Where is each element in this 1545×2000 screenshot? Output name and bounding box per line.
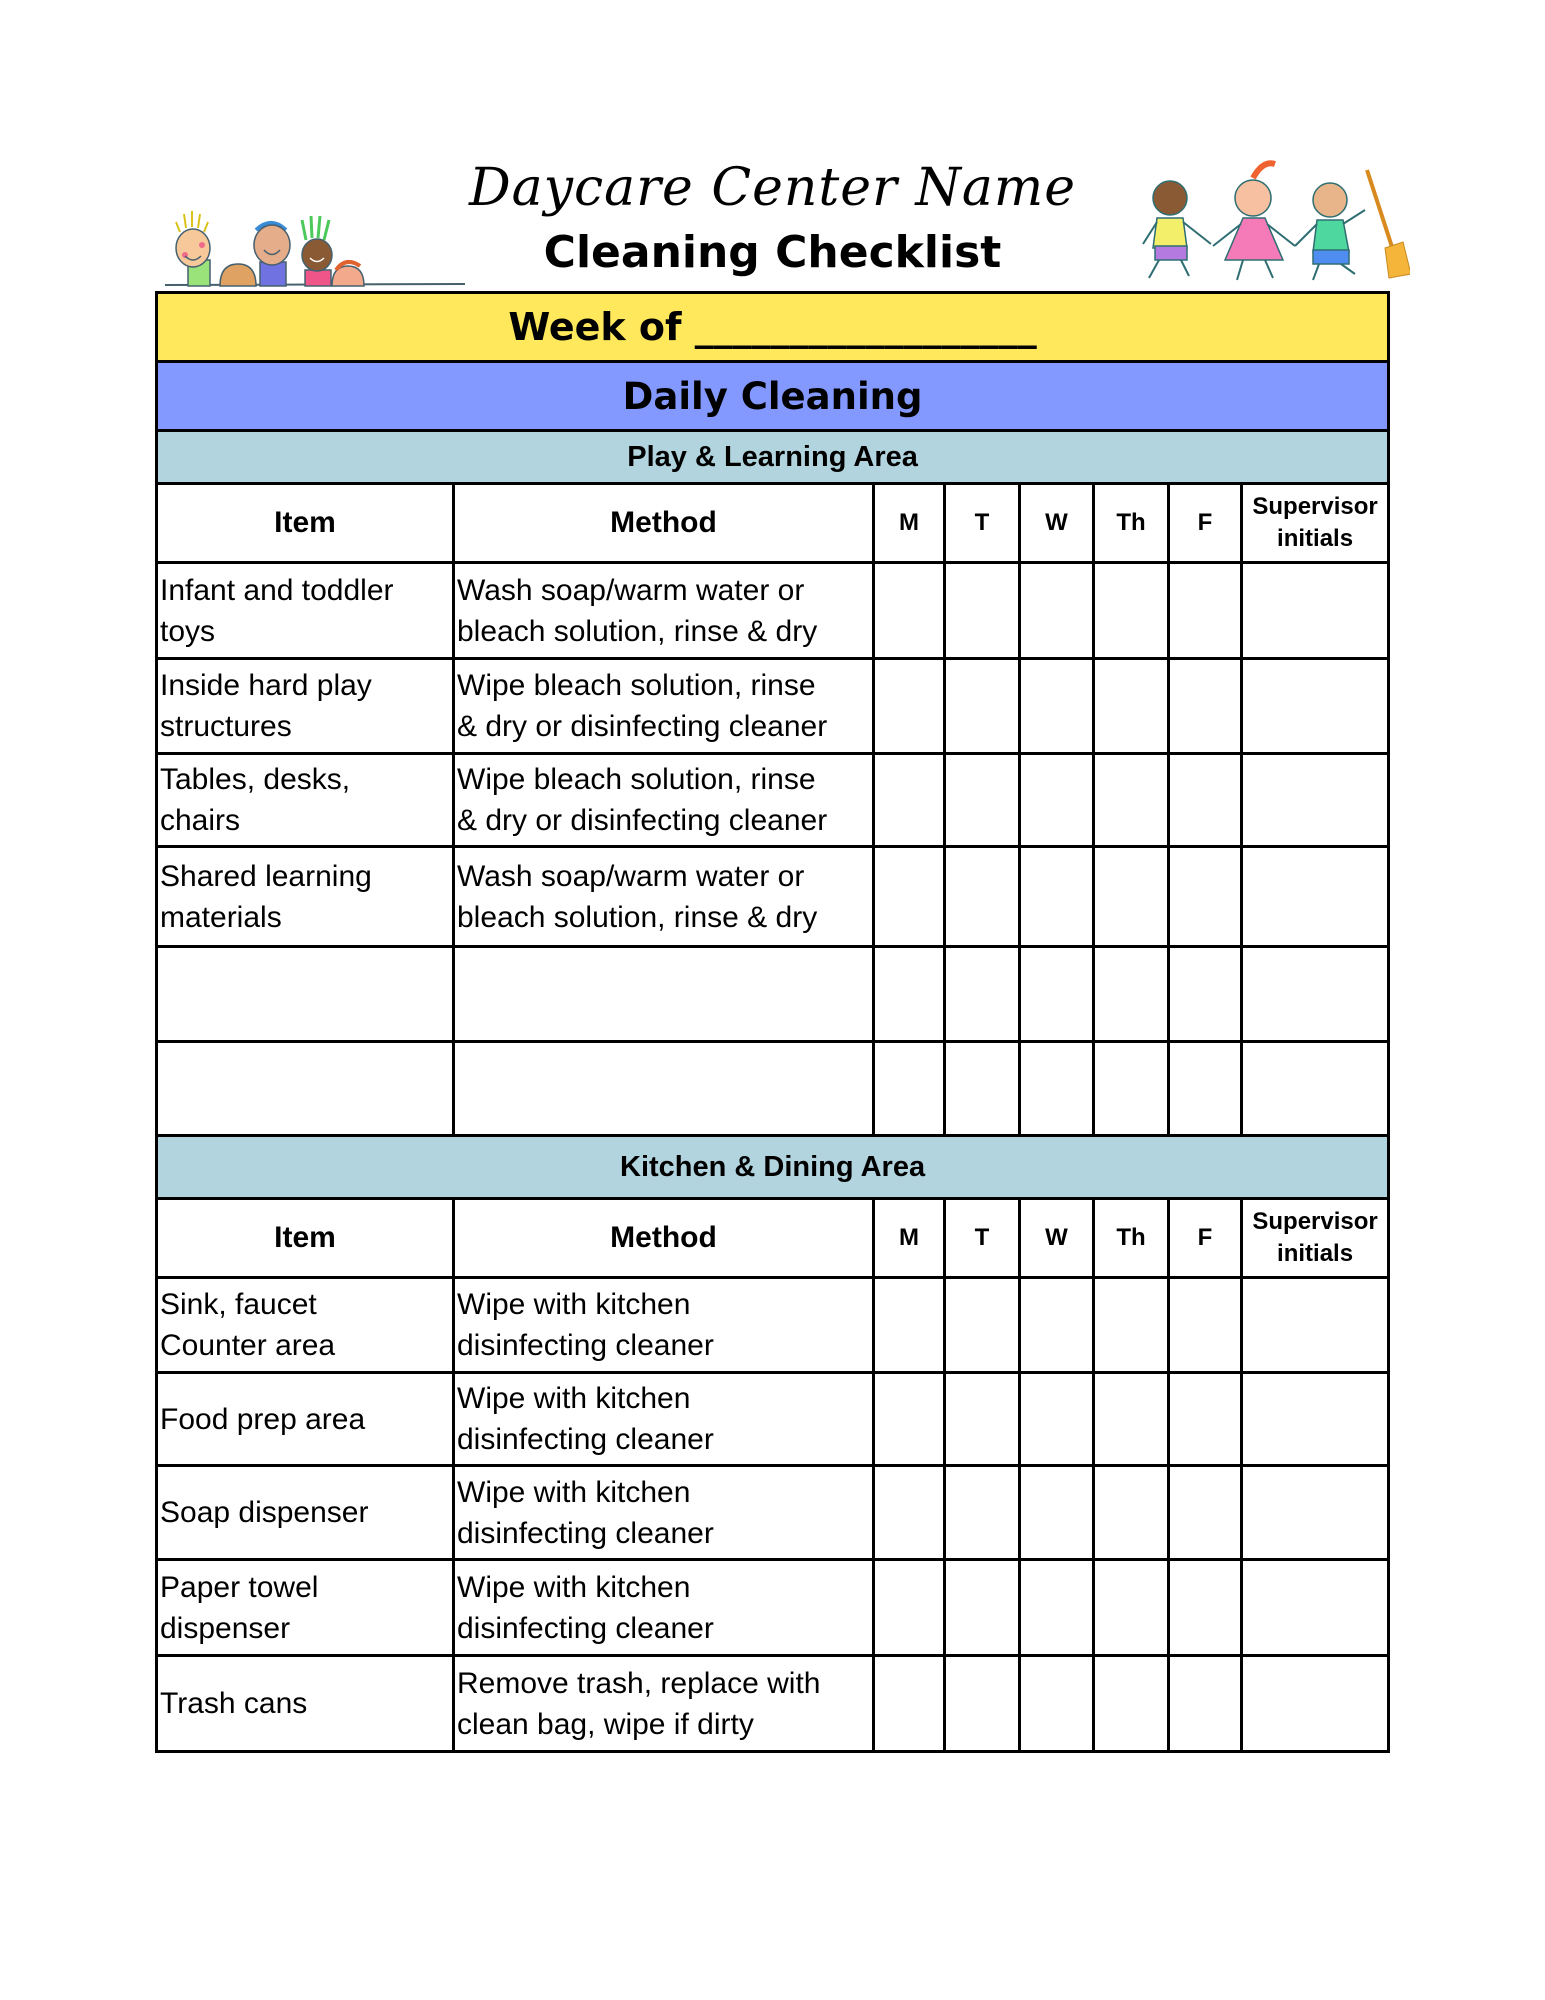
check-thursday[interactable]	[1094, 1466, 1169, 1560]
check-monday[interactable]	[874, 1373, 945, 1466]
column-header-monday: M	[874, 1199, 945, 1278]
table-row	[157, 659, 1389, 754]
item-cell: Tables, desks, chairs	[157, 754, 454, 847]
check-friday[interactable]	[1169, 1042, 1242, 1136]
column-header-method: Method	[454, 484, 874, 563]
check-monday[interactable]	[874, 947, 945, 1042]
check-wednesday[interactable]	[1020, 1656, 1094, 1752]
table-row	[157, 1466, 1389, 1560]
supervisor-initials-cell[interactable]	[1242, 947, 1389, 1042]
supervisor-initials-cell[interactable]	[1242, 659, 1389, 754]
check-wednesday[interactable]	[1020, 563, 1094, 659]
supervisor-label-line1: Supervisor	[1252, 1208, 1378, 1235]
item-cell: Soap dispenser	[157, 1466, 454, 1560]
column-header-supervisor	[1242, 1199, 1389, 1278]
column-header-thursday: Th	[1094, 484, 1169, 563]
column-header-tuesday: T	[945, 1199, 1020, 1278]
item-cell[interactable]	[157, 1042, 454, 1136]
check-tuesday[interactable]	[945, 847, 1020, 947]
table-row	[157, 754, 1389, 847]
check-friday[interactable]	[1169, 1278, 1242, 1373]
supervisor-initials-cell[interactable]	[1242, 1042, 1389, 1136]
check-friday[interactable]	[1169, 1373, 1242, 1466]
supervisor-label-line1: Supervisor	[1252, 493, 1378, 520]
check-friday[interactable]	[1169, 1656, 1242, 1752]
check-thursday[interactable]	[1094, 754, 1169, 847]
table-row	[157, 1560, 1389, 1656]
supervisor-label-line2: initials	[1277, 525, 1354, 552]
supervisor-initials-cell[interactable]	[1242, 1560, 1389, 1656]
column-header-friday: F	[1169, 1199, 1242, 1278]
check-wednesday[interactable]	[1020, 1042, 1094, 1136]
check-tuesday[interactable]	[945, 563, 1020, 659]
method-cell: Remove trash, replace with clean bag, wipe if dirty	[454, 1656, 874, 1752]
item-cell: Trash cans	[157, 1656, 454, 1752]
check-friday[interactable]	[1169, 659, 1242, 754]
table-row-blank	[157, 1042, 1389, 1136]
check-friday[interactable]	[1169, 754, 1242, 847]
check-wednesday[interactable]	[1020, 847, 1094, 947]
check-friday[interactable]	[1169, 1466, 1242, 1560]
daily-cleaning-heading: Daily Cleaning	[157, 362, 1389, 431]
method-cell: Wipe with kitchen disinfecting cleaner	[454, 1278, 874, 1373]
column-header-monday: M	[874, 484, 945, 563]
column-header-item: Item	[157, 484, 454, 563]
item-cell: Inside hard play structures	[157, 659, 454, 754]
table-row	[157, 847, 1389, 947]
supervisor-initials-cell[interactable]	[1242, 1656, 1389, 1752]
supervisor-initials-cell[interactable]	[1242, 1466, 1389, 1560]
column-header-item: Item	[157, 1199, 454, 1278]
check-tuesday[interactable]	[945, 1278, 1020, 1373]
method-cell[interactable]	[454, 947, 874, 1042]
method-cell: Wash soap/warm water or bleach solution, rinse & dry	[454, 563, 874, 659]
column-header-thursday: Th	[1094, 1199, 1169, 1278]
item-cell: Infant and toddler toys	[157, 563, 454, 659]
item-cell: Shared learning materials	[157, 847, 454, 947]
check-wednesday[interactable]	[1020, 754, 1094, 847]
column-header-tuesday: T	[945, 484, 1020, 563]
supervisor-initials-cell[interactable]	[1242, 1278, 1389, 1373]
check-monday[interactable]	[874, 1656, 945, 1752]
check-thursday[interactable]	[1094, 947, 1169, 1042]
check-tuesday[interactable]	[945, 1560, 1020, 1656]
section-heading-kitchen-dining: Kitchen & Dining Area	[157, 1136, 1389, 1199]
check-thursday[interactable]	[1094, 1656, 1169, 1752]
check-thursday[interactable]	[1094, 1042, 1169, 1136]
check-tuesday[interactable]	[945, 754, 1020, 847]
check-tuesday[interactable]	[945, 1466, 1020, 1560]
check-monday[interactable]	[874, 1278, 945, 1373]
table-row	[157, 1278, 1389, 1373]
week-row	[157, 293, 1389, 362]
supervisor-initials-cell[interactable]	[1242, 847, 1389, 947]
check-thursday[interactable]	[1094, 847, 1169, 947]
column-header-row	[157, 1199, 1389, 1278]
method-cell: Wipe with kitchen disinfecting cleaner	[454, 1466, 874, 1560]
check-friday[interactable]	[1169, 847, 1242, 947]
supervisor-label-line2: initials	[1277, 1240, 1354, 1267]
check-monday[interactable]	[874, 1042, 945, 1136]
section-heading-play-learning: Play & Learning Area	[157, 431, 1389, 484]
check-tuesday[interactable]	[945, 1042, 1020, 1136]
column-header-row	[157, 484, 1389, 563]
check-thursday[interactable]	[1094, 1560, 1169, 1656]
check-friday[interactable]	[1169, 947, 1242, 1042]
check-wednesday[interactable]	[1020, 947, 1094, 1042]
week-of-label: Week of __________________	[508, 305, 1037, 349]
item-cell: Paper towel dispenser	[157, 1560, 454, 1656]
page-title: Cleaning Checklist	[543, 227, 1002, 278]
column-header-supervisor	[1242, 484, 1389, 563]
method-cell: Wipe bleach solution, rinse & dry or disinfecting cleaner	[454, 754, 874, 847]
check-wednesday[interactable]	[1020, 659, 1094, 754]
item-cell: Sink, faucet Counter area	[157, 1278, 454, 1373]
supervisor-initials-cell[interactable]	[1242, 563, 1389, 659]
check-tuesday[interactable]	[945, 1373, 1020, 1466]
check-thursday[interactable]	[1094, 1278, 1169, 1373]
check-tuesday[interactable]	[945, 659, 1020, 754]
check-monday[interactable]	[874, 563, 945, 659]
table-row-blank	[157, 947, 1389, 1042]
table-row	[157, 1373, 1389, 1466]
center-name: Daycare Center Name	[468, 158, 1077, 218]
check-monday[interactable]	[874, 659, 945, 754]
check-thursday[interactable]	[1094, 563, 1169, 659]
item-cell[interactable]	[157, 947, 454, 1042]
check-monday[interactable]	[874, 1466, 945, 1560]
method-cell: Wash soap/warm water or bleach solution, rinse & dry	[454, 847, 874, 947]
cleaning-checklist-table	[155, 291, 1390, 1753]
column-header-wednesday: W	[1020, 1199, 1094, 1278]
check-wednesday[interactable]	[1020, 1466, 1094, 1560]
check-friday[interactable]	[1169, 1560, 1242, 1656]
check-wednesday[interactable]	[1020, 1278, 1094, 1373]
supervisor-initials-cell[interactable]	[1242, 1373, 1389, 1466]
check-monday[interactable]	[874, 847, 945, 947]
check-wednesday[interactable]	[1020, 1560, 1094, 1656]
method-cell: Wipe with kitchen disinfecting cleaner	[454, 1373, 874, 1466]
week-of-field[interactable]	[157, 293, 1389, 362]
daily-row	[157, 362, 1389, 431]
check-monday[interactable]	[874, 1560, 945, 1656]
check-tuesday[interactable]	[945, 947, 1020, 1042]
method-cell: Wipe bleach solution, rinse & dry or disinfecting cleaner	[454, 659, 874, 754]
check-thursday[interactable]	[1094, 1373, 1169, 1466]
method-cell[interactable]	[454, 1042, 874, 1136]
check-wednesday[interactable]	[1020, 1373, 1094, 1466]
column-header-wednesday: W	[1020, 484, 1094, 563]
column-header-method: Method	[454, 1199, 874, 1278]
check-monday[interactable]	[874, 754, 945, 847]
table-row	[157, 563, 1389, 659]
table-row	[157, 1656, 1389, 1752]
check-tuesday[interactable]	[945, 1656, 1020, 1752]
check-thursday[interactable]	[1094, 659, 1169, 754]
check-friday[interactable]	[1169, 563, 1242, 659]
supervisor-initials-cell[interactable]	[1242, 754, 1389, 847]
item-cell: Food prep area	[157, 1373, 454, 1466]
method-cell: Wipe with kitchen disinfecting cleaner	[454, 1560, 874, 1656]
column-header-friday: F	[1169, 484, 1242, 563]
